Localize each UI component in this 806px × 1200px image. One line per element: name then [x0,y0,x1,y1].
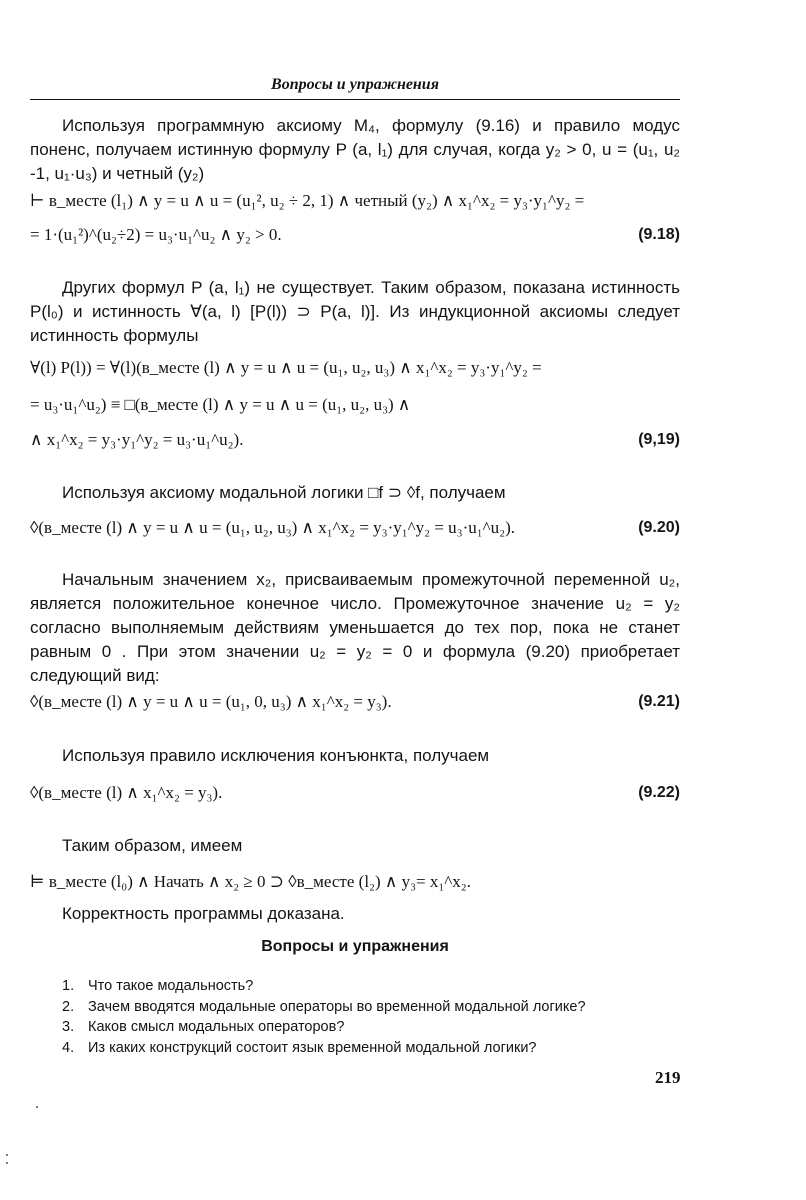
formula-text: ◊(в_месте (l) ∧ y = u ∧ u = (u₁, 0, u₃) ∧ x₁^x₂ = y₃). [30,692,392,711]
formula-text: ◊(в_месте (l) ∧ x₁^x₂ = y₃). [30,783,223,802]
questions-list [62,976,586,1058]
question-text: Из каких конструкций состоит язык временной модальной логики? [88,1039,537,1056]
equation-number: (9,19) [638,431,680,448]
formula-9-20 [30,517,680,539]
equation-number: (9.21) [638,693,680,710]
question-number: 1. [62,978,75,994]
question-item [62,1017,586,1038]
formula-text: ◊(в_месте (l) ∧ y = u ∧ u = (u₁, u₂, u₃) ∧ x₁^x₂ = y₃·y₁^y₂ = u₃·u₁^u₂). [30,518,515,537]
question-text: Что такое модальность? [88,978,254,994]
formula-9-22 [30,782,680,804]
question-number: 4. [62,1039,75,1056]
section-title: Вопросы и упражнения [261,938,449,955]
scan-speck [36,1106,38,1108]
scan-speck [6,1162,8,1164]
question-number: 3. [62,1019,75,1035]
formula-text: ⊨ в_месте (l₀) ∧ Начать ∧ x₂ ≥ 0 ⊃ ◊в_месте (l₂) ∧ y₃= x₁^x₂. [30,872,471,891]
formula-text: = 1·(u₁²)^(u₂÷2) = u₃·u₁^u₂ ∧ y₂ > 0. [30,225,282,244]
header-rule [30,99,680,100]
paragraph-5: Используя правило исключения конъюнкта, получаем [62,746,490,765]
question-text: Зачем вводятся модальные операторы во временной модальной логике? [88,998,586,1015]
equation-number: (9.20) [638,519,680,536]
running-head: Вопросы и упражнения [271,76,439,93]
paragraph-6: Таким образом, имеем [62,836,243,855]
formula-9-19-line-2 [30,394,680,416]
paragraph-3: Используя аксиому модальной логики □f ⊃ ◊f, получаем [62,483,506,502]
formula-text: ∀(l) P(l)) = ∀(l)(в_месте (l) ∧ y = u ∧ u = (u₁, u₂, u₃) ∧ x₁^x₂ = y₃·y₁^y₂ = [30,358,542,377]
formula-text: ∧ x₁^x₂ = y₃·y₁^y₂ = u₃·u₁^u₂). [30,430,244,449]
equation-number: (9.18) [638,226,680,243]
question-text: Каков смысл модальных операторов? [88,1019,345,1035]
question-item [62,976,586,997]
scan-speck [6,1154,8,1156]
question-number: 2. [62,998,75,1015]
formula-9-18-line-2 [30,224,680,246]
formula-9-18-line-1 [30,190,680,212]
paragraph-2: Других формул P (a, l₁) не существует. Таким образом, показана истинность P(l₀) и истинность ∀(a, l) [P(l)) ⊃ P(a, l)]. Из индукционной аксиомы следует истинность формулы [30,278,680,345]
conclusion: Корректность программы доказана. [62,904,345,923]
paragraph-1: Используя программную аксиому M₄, формулу (9.16) и правило модус поненс, получаем истинную формулу P (a, l₁) для случая, когда y₂ > 0, u = (u₁, u₂ -1, u₁·u₃) и четный (y₂) [30,116,680,183]
formula-9-19-line-1 [30,357,680,379]
formula-9-21 [30,691,680,713]
formula-text: = u₃·u₁^u₂) ≡ □(в_месте (l) ∧ y = u ∧ u = (u₁, u₂, u₃) ∧ [30,395,411,414]
question-item [62,997,586,1018]
page-number: 219 [655,1068,681,1087]
paragraph-4: Начальным значением x₂, присваиваемым промежуточной переменной u₂, является положительное конечное число. Промежуточное значение u₂ = y₂ согласно выполняемым действиям уменьшается до тех пор, пока не станет равным 0 . При этом значении u₂ = y₂ = 0 и формула (9.20) приобретает следующий вид: [30,570,680,685]
equation-number: (9.22) [638,784,680,801]
formula-text: ⊢ в_месте (l₁) ∧ y = u ∧ u = (u₁², u₂ ÷ 2, 1) ∧ четный (y₂) ∧ x₁^x₂ = y₃·y₁^y₂ = [30,191,585,210]
question-item [62,1038,586,1059]
formula-9-19-line-3 [30,429,680,451]
final-formula [30,871,680,893]
